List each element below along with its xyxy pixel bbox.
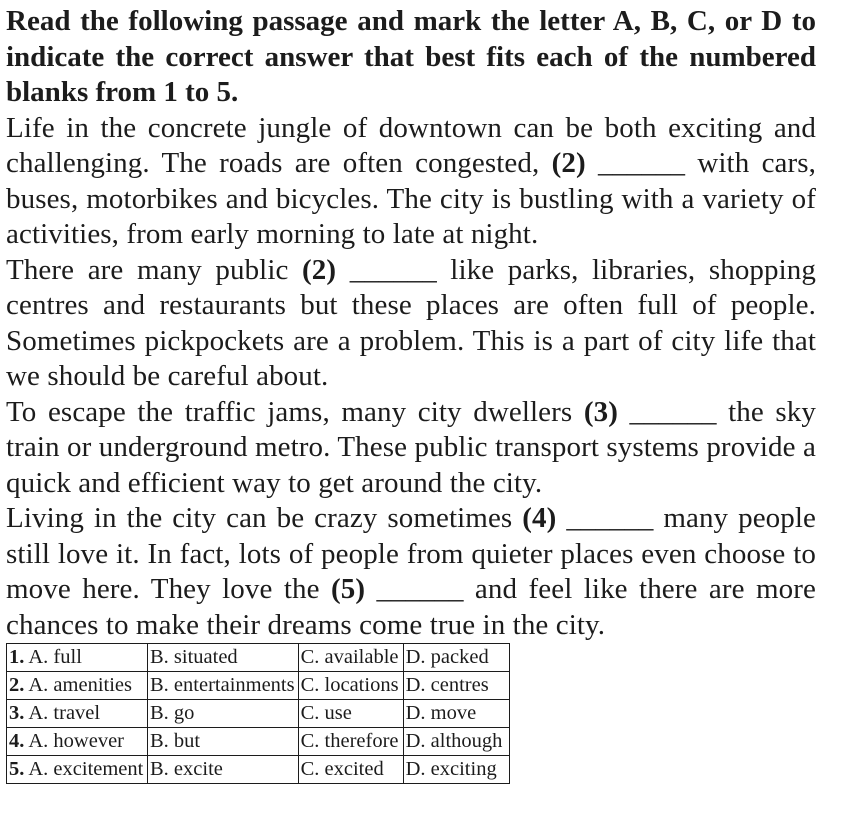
paragraph-text: many people still love it. In fact, lots of people from quieter places even choose to move here. They love the xyxy=(6,502,816,605)
paragraph-text: and feel like there are more chances to make their dreams come true in the city. xyxy=(6,573,816,641)
blank-number: (4) xyxy=(522,502,557,534)
option-b[interactable]: B. entertainments xyxy=(148,672,299,700)
blank-line: ______ xyxy=(349,253,437,286)
option-d[interactable]: D. centres xyxy=(403,672,509,700)
option-c[interactable]: C. available xyxy=(298,644,403,672)
option-c[interactable]: C. therefore xyxy=(298,728,403,756)
question-number: 3. xyxy=(9,702,25,724)
paragraph-text: the sky train or underground metro. These public transport systems provide a quick and efficient way to get around the city. xyxy=(6,395,817,499)
option-c[interactable]: C. use xyxy=(298,700,403,728)
option-c[interactable]: C. excited xyxy=(298,756,403,784)
question-row-4 xyxy=(7,728,510,756)
option-a[interactable] xyxy=(7,700,148,728)
passage xyxy=(6,111,816,644)
blank-line: ______ xyxy=(629,395,717,428)
option-a[interactable] xyxy=(7,728,148,756)
question-number: 5. xyxy=(9,758,25,780)
blank-number: (5) xyxy=(331,573,366,605)
passage-paragraph-2 xyxy=(6,253,816,395)
paragraph-text: with cars, buses, motorbikes and bicycles. The city is bustling with a variety of activities, from early morning to late at night. xyxy=(6,147,817,250)
option-b[interactable]: B. go xyxy=(148,700,299,728)
blank-number: (3) xyxy=(583,395,618,428)
passage-paragraph-4 xyxy=(6,501,816,643)
option-d[interactable]: D. exciting xyxy=(403,756,509,784)
passage-paragraph-1 xyxy=(6,111,816,253)
question-row-3 xyxy=(7,700,510,728)
blank-number: (2) xyxy=(551,147,586,179)
option-d[interactable]: D. although xyxy=(403,728,509,756)
question-row-5 xyxy=(7,756,510,784)
question-number: 1. xyxy=(9,646,25,668)
question-row-2 xyxy=(7,672,510,700)
option-a[interactable] xyxy=(7,644,148,672)
paragraph-text: To escape the traffic jams, many city dwellers xyxy=(6,395,584,428)
blank-line: ______ xyxy=(598,147,686,179)
blank-line: ______ xyxy=(566,502,654,534)
option-d[interactable]: D. packed xyxy=(403,644,509,672)
question-number: 4. xyxy=(9,730,25,752)
paragraph-text: There are many public xyxy=(6,253,303,286)
option-text: A. however xyxy=(24,730,125,752)
blank-line: ______ xyxy=(376,573,464,605)
option-text: A. excitement xyxy=(24,758,144,780)
option-b[interactable]: B. but xyxy=(148,728,299,756)
blank-number: (2) xyxy=(302,253,337,286)
option-a[interactable] xyxy=(7,672,148,700)
option-text: A. amenities xyxy=(24,674,132,696)
instruction-text: Read the following passage and mark the letter A, B, C, or D to indicate the correct answer that best fits each of the numbered blanks from 1 to 5. xyxy=(6,5,816,108)
question-row-1 xyxy=(7,644,510,672)
option-d[interactable]: D. move xyxy=(403,700,509,728)
passage-paragraph-3 xyxy=(6,395,816,502)
option-a[interactable] xyxy=(7,756,148,784)
paragraph-text: Living in the city can be crazy sometimes xyxy=(6,502,523,534)
option-text: A. travel xyxy=(24,702,101,724)
question-number: 2. xyxy=(9,674,25,696)
option-b[interactable]: B. situated xyxy=(148,644,299,672)
paragraph-text: Life in the concrete jungle of downtown can be both exciting and challenging. The roads are often congested, xyxy=(6,111,816,179)
paragraph-text: like parks, libraries, shopping centres and restaurants but these places are often full of people. Sometimes pickpockets are a problem. This is a part of city life that we should be careful about. xyxy=(6,253,816,392)
option-c[interactable]: C. locations xyxy=(298,672,403,700)
option-text: A. full xyxy=(24,646,82,668)
option-b[interactable]: B. excite xyxy=(148,756,299,784)
answer-options-table xyxy=(6,643,510,784)
